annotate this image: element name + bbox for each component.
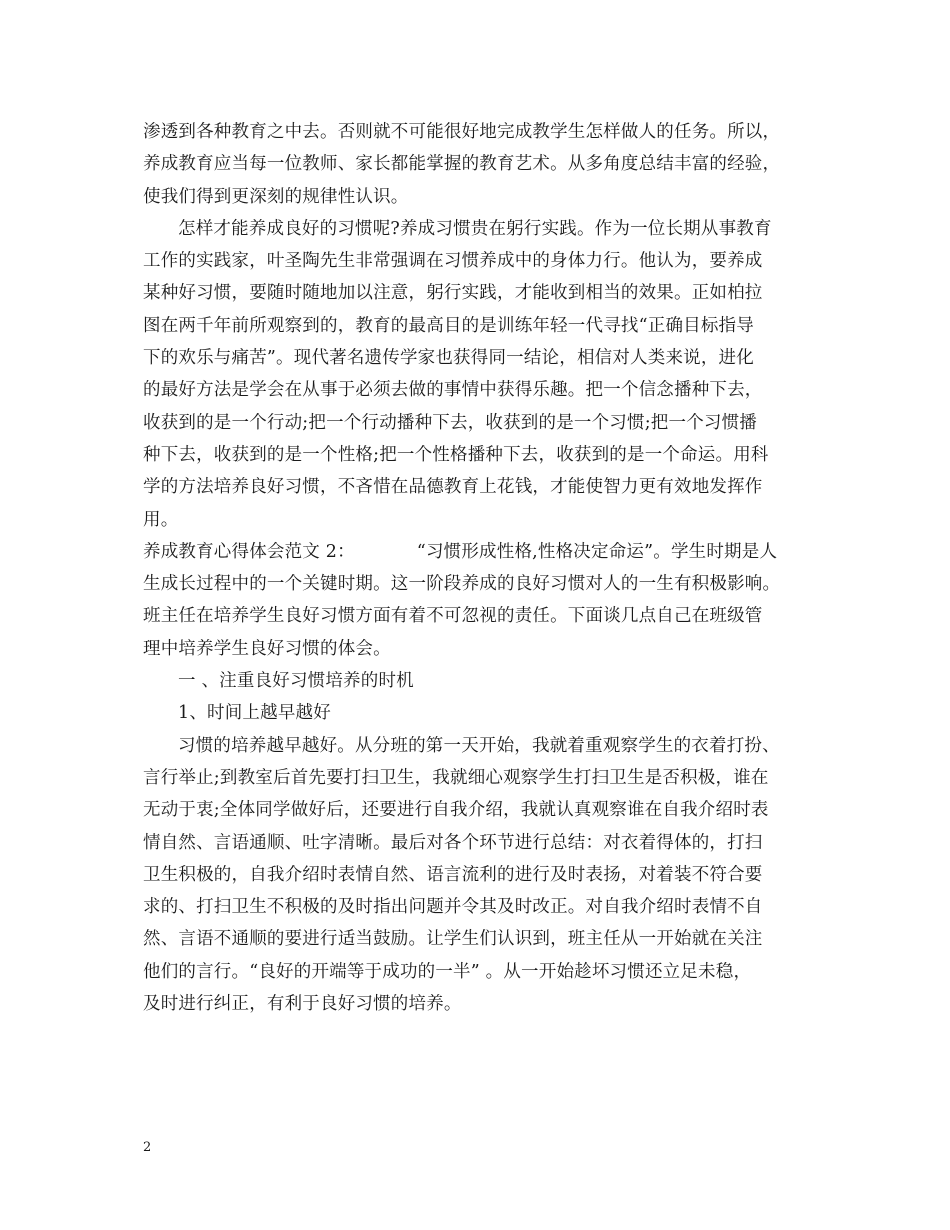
text-line: 他们的言行。“良好的开端等于成功的一半” 。从一开始趁坏习惯还立足未稳，: [143, 961, 752, 982]
section-heading-line: [143, 536, 833, 568]
text-line: 然、言语不通顺的要进行适当鼓励。让学生们认识到，班主任从一开始就在关注: [143, 929, 763, 950]
text-line: 生成长过程中的一个关键时期。这一阶段养成的良好习惯对人的一生有积极影响。: [143, 574, 781, 595]
text-line: 收获到的是一个行动;把一个行动播种下去，收获到的是一个习惯;把一个习惯播: [143, 412, 757, 433]
text-line: 渗透到各种教育之中去。否则就不可能很好地完成教学生怎样做人的任务。所以，: [143, 122, 781, 142]
text-line: 使我们得到更深刻的规律性认识。: [143, 186, 409, 207]
text-line: 下的欢乐与痛苦”。现代著名遗传学家也获得同一结论，相信对人类来说，进化: [143, 348, 754, 369]
section-heading: 养成教育心得体会范文 2：: [143, 541, 355, 562]
text-line: 卫生积极的，自我介绍时表情自然、语言流利的进行及时表扬，对着装不符合要: [143, 864, 763, 885]
text-line: 班主任在培养学生良好习惯方面有着不可忽视的责任。下面谈几点自己在班级管: [143, 606, 763, 627]
text-line: 怎样才能养成良好的习惯呢?养成习惯贵在躬行实践。作为一位长期从事教育: [178, 218, 772, 239]
text-line: 求的、打扫卫生不积极的及时指出问题并令其及时改正。对自我介绍时表情不自: [143, 897, 763, 918]
text-line: 学的方法培养良好习惯，不吝惜在品德教育上花钱，才能使智力更有效地发挥作: [143, 477, 763, 498]
text-line: “习惯形成性格,性格决定命运”。学生时期是人: [416, 541, 778, 562]
text-line: 图在两千年前所观察到的，教育的最高目的是训练年轻一代寻找“正确目标指导: [143, 315, 754, 336]
subheading: 1、时间上越早越好: [178, 703, 331, 724]
text-line: 某种好习惯，要随时随地加以注意，躬行实践，才能收到相当的效果。正如柏拉: [143, 283, 763, 304]
body-text: [143, 116, 833, 1020]
subheading: 一 、注重良好习惯培养的时机: [178, 671, 414, 692]
text-line: 理中培养学生良好习惯的体会。: [143, 638, 391, 659]
text-line: 习惯的培养越早越好。从分班的第一天开始，我就着重观察学生的衣着打扮、: [178, 735, 780, 756]
text-line: 情自然、言语通顺、吐字清晰。最后对各个环节进行总结：对衣着得体的，打扫: [143, 832, 763, 853]
text-line: 言行举止;到教室后首先要打扫卫生，我就细心观察学生打扫卫生是否积极，谁在: [143, 767, 769, 788]
text-line: 无动于衷;全体同学做好后，还要进行自我介绍，我就认真观察谁在自我介绍时表: [143, 800, 769, 821]
text-line: 养成教育应当每一位教师、家长都能掌握的教育艺术。从多角度总结丰富的经验，: [143, 154, 781, 175]
text-line: 种下去，收获到的是一个性格;把一个性格播种下去，收获到的是一个命运。用科: [143, 444, 769, 465]
text-line: 用。: [143, 509, 179, 530]
text-line: 工作的实践家，叶圣陶先生非常强调在习惯养成中的身体力行。他认为，要养成: [143, 251, 763, 272]
page-number: 2: [143, 1140, 152, 1155]
text-line: 及时进行纠正，有利于良好习惯的培养。: [143, 994, 462, 1015]
text-line: 的最好方法是学会在从事于必须去做的事情中获得乐趣。把一个信念播种下去，: [143, 380, 763, 401]
